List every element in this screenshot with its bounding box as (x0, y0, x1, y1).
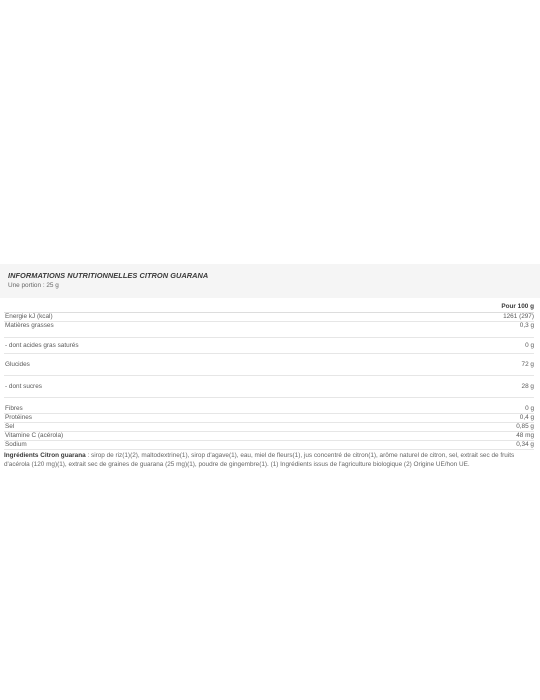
nutrition-row-energy (4, 313, 534, 322)
row-value: 0,34 g (516, 441, 534, 448)
nutrition-row-fat (4, 322, 534, 338)
column-header-per-100g: Pour 100 g (4, 298, 534, 313)
row-value: 48 mg (516, 432, 534, 439)
nutrition-panel (0, 264, 540, 469)
row-label: Vitamine C (acérola) (5, 432, 64, 439)
portion-size: Une portion : 25 g (8, 282, 59, 289)
row-label: Protéines (5, 414, 32, 421)
row-label: Sodium (5, 441, 27, 448)
ingredients-label: Ingrédients Citron guarana (4, 452, 86, 459)
row-value: 72 g (521, 360, 534, 368)
row-value: 0,85 g (516, 423, 534, 430)
row-value: 0 g (525, 405, 534, 412)
nutrition-row-saturated-fat (4, 338, 534, 354)
nutrition-title: INFORMATIONS NUTRITIONNELLES CITRON GUARANA (8, 271, 209, 280)
row-label: Fibres (5, 405, 23, 412)
row-value: 0 g (525, 341, 534, 349)
row-label: - dont acides gras saturés (5, 341, 79, 349)
row-label: Sel (5, 423, 15, 430)
ingredients-text (4, 451, 534, 469)
row-label: Glucides (5, 360, 30, 368)
nutrition-table (4, 298, 534, 450)
row-label: Matières grasses (5, 322, 54, 329)
nutrition-row-fibre (4, 398, 534, 414)
row-value: 28 g (521, 382, 534, 390)
nutrition-row-sodium (4, 441, 534, 450)
ingredients-list: : sirop de riz(1)(2), maltodextrine(1), sirop d'agave(1), eau, miel de fleurs(1), jus concentré de citron(1), arôme naturel de citron, sel, extrait sec de fruits d'acérola (120 mg)(1), extrait sec de graines de guarana (25 mg)(1), poudre de gingembre(1). (1) Ingrédients issus de l'agriculture biologique (2) Origine UE/hon UE. (4, 452, 515, 468)
row-label: Energie kJ (kcal) (5, 313, 53, 320)
nutrition-row-salt (4, 423, 534, 432)
row-value: 0,3 g (519, 322, 534, 329)
nutrition-row-protein (4, 414, 534, 423)
nutrition-row-vitamin-c (4, 432, 534, 441)
nutrition-row-carbohydrates (4, 354, 534, 376)
nutrition-header (0, 264, 540, 298)
row-value: 0,4 g (519, 414, 534, 421)
nutrition-row-sugars (4, 376, 534, 398)
row-value: 1261 (297) (503, 313, 534, 320)
row-label: - dont sucres (5, 382, 42, 390)
